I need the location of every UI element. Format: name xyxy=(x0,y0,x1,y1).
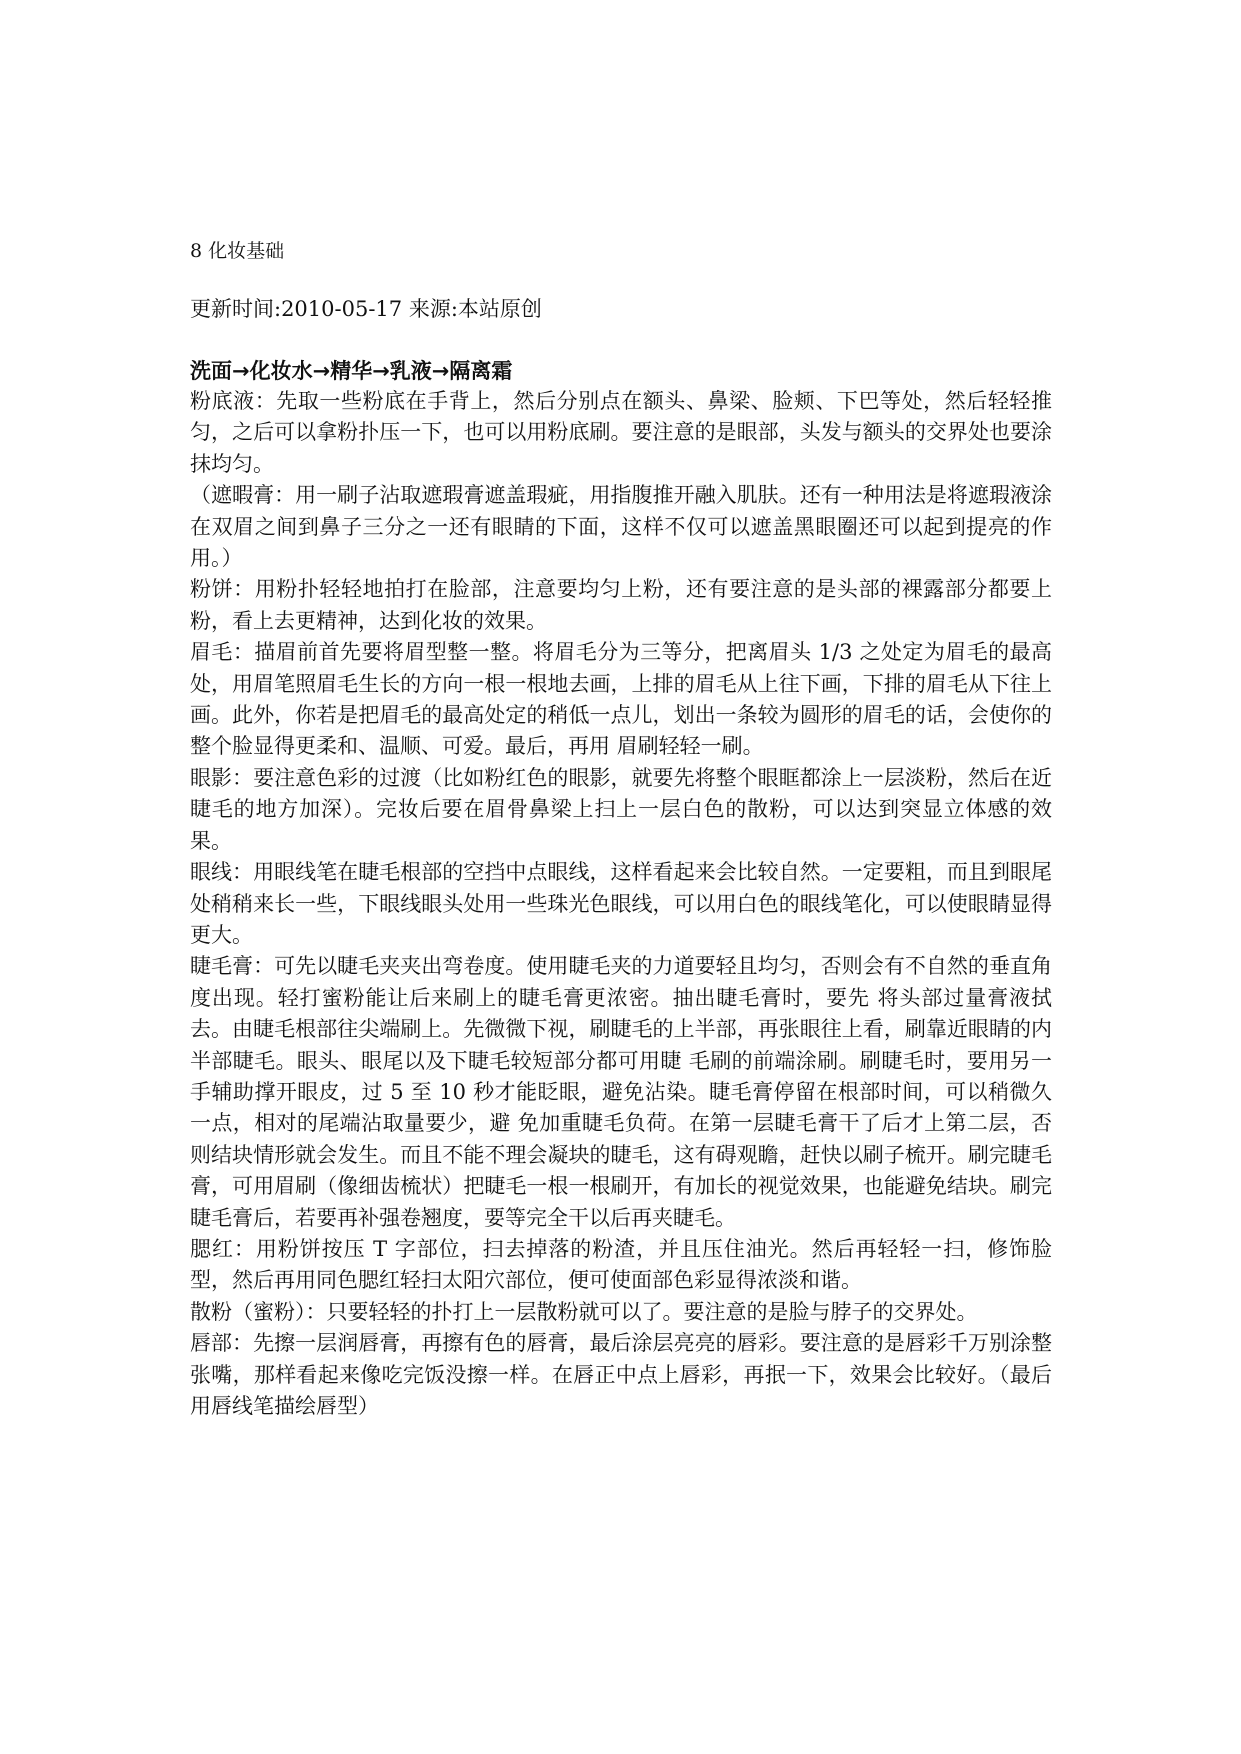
paragraph-blush: 腮红：用粉饼按压 T 字部位，扫去掉落的粉渣，并且压住油光。然后再轻轻一扫，修饰脸型，然后再用同色腮红轻扫太阳穴部位，便可使面部色彩显得浓淡和谐。 xyxy=(190,1236,1052,1293)
paragraph-loose-powder: 散粉（蜜粉）：只要轻轻的扑打上一层散粉就可以了。要注意的是脸与脖子的交界处。 xyxy=(190,1299,978,1324)
paragraph-foundation: 粉底液：先取一些粉底在手背上，然后分别点在额头、鼻梁、脸颊、下巴等处，然后轻轻推匀，之后可以拿粉扑压一下，也可以用粉底刷。要注意的是眼部，头发与额头的交界处也要涂抹均匀。 xyxy=(190,389,1052,476)
paragraph-powder: 粉饼：用粉扑轻轻地拍打在脸部，注意要均匀上粉，还有要注意的是头部的裸露部分都要上粉，看上去更精神，达到化妆的效果。 xyxy=(190,577,1052,633)
paragraph-lips: 唇部：先擦一层润唇膏，再擦有色的唇膏，最后涂层亮亮的唇彩。要注意的是唇彩千万别涂整张嘴，那样看起来像吃完饭没擦一样。在唇正中点上唇彩，再抿一下，效果会比较好。（最后用唇线笔描绘唇型） xyxy=(190,1331,1052,1418)
paragraph-concealer: （遮暇膏：用一刷子沾取遮瑕膏遮盖瑕疵，用指腹推开融入肌肤。还有一种用法是将遮瑕液涂在双眉之间到鼻子三分之一还有眼睛的下面，这样不仅可以遮盖黑眼圈还可以起到提亮的作用。） xyxy=(190,483,1052,571)
document-page xyxy=(190,238,1052,1422)
routine-heading: 洗面→化妆水→精华→乳液→隔离霜 xyxy=(190,359,513,383)
document-title: 8 化妆基础 xyxy=(190,240,285,262)
paragraph-eyebrows: 眉毛：描眉前首先要将眉型整一整。将眉毛分为三等分，把离眉头 1/3 之处定为眉毛的最高处，用眉笔照眉毛生长的方向一根一根地去画，上排的眉毛从上往下画，下排的眉毛从下往上画。此外，你若是把眉毛的最高处定的稍低一点儿，划出一条较为圆形的眉毛的话，会使你的整个脸显得更柔和、温顺、可爱。最后，再用 眉刷轻轻一刷。 xyxy=(190,640,1052,759)
paragraph-eyeshadow: 眼影：要注意色彩的过渡（比如粉红色的眼影，就要先将整个眼眶都涂上一层淡粉，然后在近睫毛的地方加深）。完妆后要在眉骨鼻梁上扫上一层白色的散粉，可以达到突显立体感的效果。 xyxy=(190,765,1052,853)
document-meta: 更新时间:2010-05-17 来源:本站原创 xyxy=(190,297,542,321)
paragraph-mascara: 睫毛膏：可先以睫毛夹夹出弯卷度。使用睫毛夹的力道要轻且均匀，否则会有不自然的垂直角度出现。轻打蜜粉能让后来刷上的睫毛膏更浓密。抽出睫毛膏时，要先 将头部过量膏液拭去。由睫毛根部往尖端刷上。先微微下视，刷睫毛的上半部，再张眼往上看，刷靠近眼睛的内半部睫毛。眼头、眼尾以及下睫毛较短部分都可用睫 毛刷的前端涂刷。刷睫毛时，要用另一手辅助撑开眼皮，过 5 至 10 秒才能眨眼，避免沾染。睫毛膏停留在根部时间，可以稍微久一点，相对的尾端沾取量要少，避 免加重睫毛负荷。在第一层睫毛膏干了后才上第二层，否则结块情形就会发生。而且不能不理会凝块的睫毛，这有碍观瞻，赶快以刷子梳开。刷完睫毛膏，可用眉刷（像细齿梳状）把睫毛一根一根刷开，有加长的视觉效果，也能避免结块。刷完睫毛膏后，若要再补强卷翘度，要等完全干以后再夹睫毛。 xyxy=(190,954,1052,1230)
paragraph-eyeliner: 眼线：用眼线笔在睫毛根部的空挡中点眼线，这样看起来会比较自然。一定要粗，而且到眼尾处稍稍来长一些，下眼线眼头处用一些珠光色眼线，可以用白色的眼线笔化，可以使眼睛显得更大。 xyxy=(190,860,1052,947)
